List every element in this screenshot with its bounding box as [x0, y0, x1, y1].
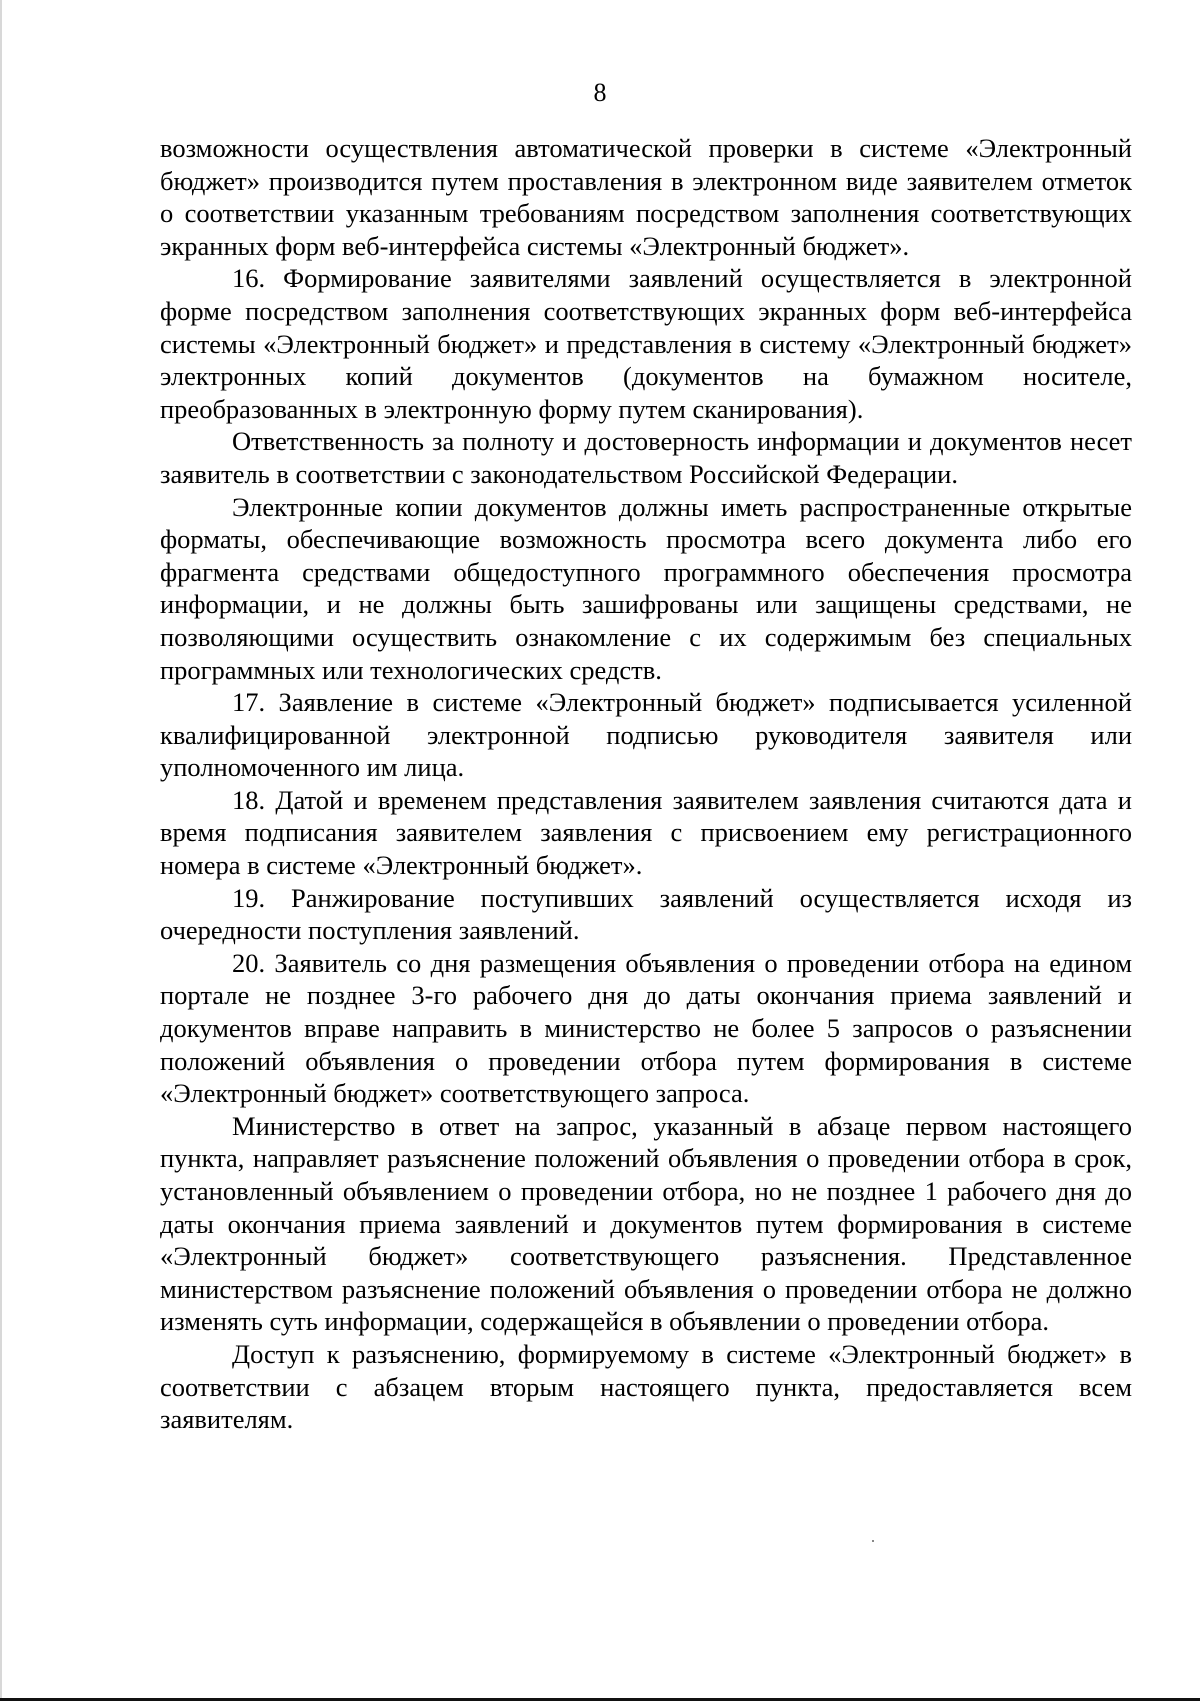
page-number: 8	[593, 78, 607, 107]
paragraph-item-17: 17. Заявление в системе «Электронный бюджет» подписывается усиленной квалифицированной электронной подписью руководителя заявителя или уполномоченного им лица.	[160, 687, 1132, 783]
paragraph-item-19: 19. Ранжирование поступивших заявлений осуществляется исходя из очередности поступления заявлений.	[160, 882, 1132, 946]
paragraph-electronic-copies: Электронные копии документов должны иметь распространенные открытые форматы, обеспечивающие возможность просмотра всего документа либо его фрагмента средствами общедоступного программного обеспечения просмотра информации, и не должны быть зашифрованы или защищены средствами, не позволяющими осуществить ознакомление с их содержимым без специальных программных или технологических средств.	[160, 491, 1132, 685]
document-body	[160, 132, 1132, 1436]
paragraph-continuation: возможности осуществления автоматической проверки в системе «Электронный бюджет» производится путем проставления в электронном виде заявителем отметок о соответствии указанным требованиям посредством заполнения соответствующих экранных форм веб-интерфейса системы «Электронный бюджет».	[160, 133, 1132, 261]
scan-speck	[872, 1540, 874, 1542]
paragraph-ministry-response: Министерство в ответ на запрос, указанный в абзаце первом настоящего пункта, направляет разъяснение положений объявления о проведении отбора в срок, установленный объявлением о проведении отбора, но не позднее 1 рабочего дня до даты окончания приема заявлений и документов путем формирования в системе «Электронный бюджет» соответствующего разъяснения. Представленное министерством разъяснение положений объявления о проведении отбора не должно изменять суть информации, содержащейся в объявлении о проведении отбора.	[160, 1110, 1132, 1337]
paragraph-item-18: 18. Датой и временем представления заявителем заявления считаются дата и время подписания заявителем заявления с присвоением ему регистрационного номера в системе «Электронный бюджет».	[160, 784, 1132, 881]
paragraph-item-16: 16. Формирование заявителями заявлений осуществляется в электронной форме посредством заполнения соответствующих экранных форм веб-интерфейса системы «Электронный бюджет» и представления в систему «Электронный бюджет» электронных копий документов (документов на бумажном носителе, преобразованных в электронную форму путем сканирования).	[160, 263, 1132, 424]
paragraph-access: Доступ к разъяснению, формируемому в системе «Электронный бюджет» в соответствии с абзацем вторым настоящего пункта, предоставляется всем заявителям.	[160, 1338, 1132, 1435]
paragraph-item-20: 20. Заявитель со дня размещения объявления о проведении отбора на едином портале не позднее 3-го рабочего дня до даты окончания приема заявлений и документов вправе направить в министерство не более 5 запросов о разъяснении положений объявления о проведении отбора путем формирования в системе «Электронный бюджет» соответствующего запроса.	[160, 947, 1132, 1109]
paragraph-responsibility: Ответственность за полноту и достоверность информации и документов несет заявитель в соответствии с законодательством Российской Федерации.	[160, 426, 1132, 489]
scan-edge-left	[0, 0, 2, 1701]
